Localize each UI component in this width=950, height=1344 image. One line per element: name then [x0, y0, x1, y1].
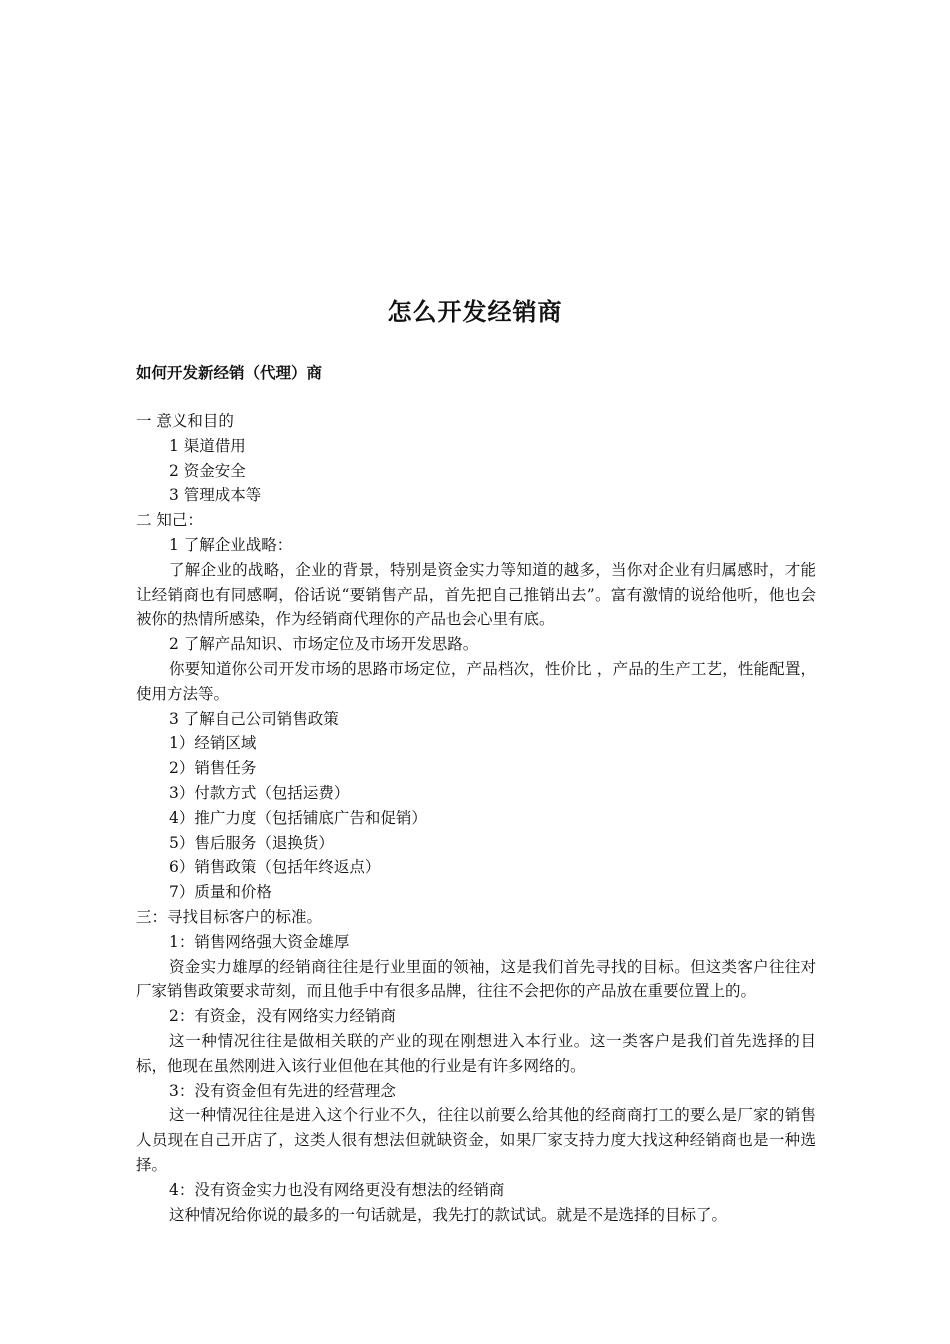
list-item: 3）付款方式（包括运费） [169, 783, 350, 802]
document-subtitle: 如何开发新经销（代理）商 [136, 363, 323, 382]
subsection-heading: 2 了解产品知识、市场定位及市场开发思路。 [169, 635, 479, 654]
paragraph: 这一种情况往往是进入这个行业不久，往往以前要么给其他的经商商打工的要么是厂家的销售人员现在自己开店了，这类人很有想法但就缺资金，如果厂家支持力度大找这种经销商也是一种选择。 [136, 1106, 816, 1174]
document-title: 怎么开发经销商 [387, 297, 563, 326]
paragraph: 这种情况给你说的最多的一句话就是，我先打的款试试。就是不是选择的目标了。 [169, 1205, 728, 1224]
list-item: 7）质量和价格 [169, 883, 272, 902]
paragraph: 资金实力雄厚的经销商往往是行业里面的领袖，这是我们首先寻找的目标。但这类客户往往对厂家销售政策要求苛刻，而且他手中有很多品牌，往往不会把你的产品放在重要位置上的。 [136, 957, 816, 1001]
paragraph: 这一种情况往往是做相关联的产业的现在刚想进入本行业。这一类客户是我们首先选择的目标，他现在虽然刚进入该行业但他在其他的行业是有许多网络的。 [136, 1031, 816, 1075]
section-heading: 二 知己： [136, 511, 203, 530]
subsection-heading: 1 了解企业战略： [169, 535, 293, 554]
section-heading: 三：寻找目标客户的标准。 [136, 907, 323, 926]
list-item: 1 渠道借用 [169, 436, 246, 455]
list-item: 1）经销区域 [169, 734, 257, 753]
subsection-heading: 3：没有资金但有先进的经营理念 [169, 1081, 396, 1100]
subsection-heading: 1：销售网络强大资金雄厚 [169, 932, 350, 951]
list-item: 2）销售任务 [169, 759, 257, 778]
list-item: 6）销售政策（包括年终返点） [169, 858, 381, 877]
list-item: 4）推广力度（包括铺底广告和促销） [169, 808, 427, 827]
list-item: 2 资金安全 [169, 461, 246, 480]
section-heading: 一 意义和目的 [136, 412, 234, 430]
subsection-heading: 4：没有资金实力也没有网络更没有想法的经销商 [169, 1180, 505, 1199]
subsection-heading: 2：有资金，没有网络实力经销商 [169, 1007, 396, 1026]
paragraph: 了解企业的战略，企业的背景，特别是资金实力等知道的越多，当你对企业有归属感时，才能让经销商也有同感啊，俗话说“要销售产品，首先把自己推销出去”。富有激情的说给他听，他也会被你的热情所感染，作为经销商代理你的产品也会心里有底。 [136, 560, 816, 629]
paragraph: 你要知道你公司开发市场的思路市场定位，产品档次，性价比 ，产品的生产工艺，性能配置，使用方法等。 [136, 659, 816, 703]
list-item: 5）售后服务（退换货） [169, 833, 334, 852]
subsection-heading: 3 了解自己公司销售政策 [169, 709, 339, 728]
document-body [136, 409, 816, 1227]
list-item: 3 管理成本等 [169, 486, 262, 505]
